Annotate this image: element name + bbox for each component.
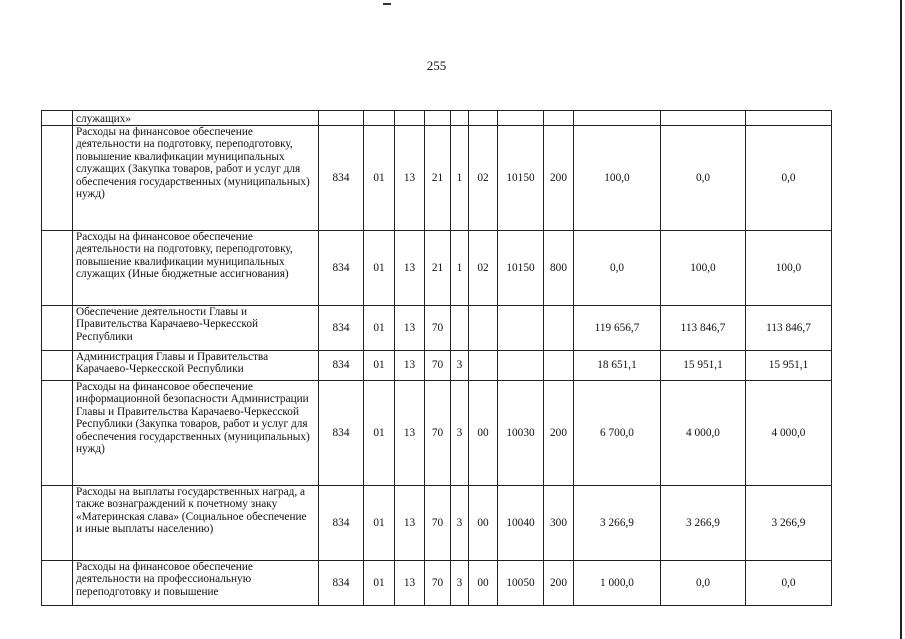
code-ministry: 834 — [319, 381, 364, 486]
code-subsection: 13 — [395, 381, 425, 486]
code-ministry: 834 — [319, 126, 364, 231]
table-cell-blank — [42, 111, 73, 126]
code-subsection: 13 — [395, 486, 425, 561]
code-section: 01 — [364, 351, 395, 381]
code-section: 01 — [364, 486, 395, 561]
code-direction — [498, 306, 544, 351]
code-direction: 10040 — [498, 486, 544, 561]
table-row — [42, 486, 832, 561]
code-event: 02 — [469, 231, 498, 306]
code-subsection: 13 — [395, 561, 425, 606]
code-direction: 10150 — [498, 126, 544, 231]
table-row — [42, 351, 832, 381]
amount-year-3: 0,0 — [746, 126, 832, 231]
amount-year-2: 100,0 — [661, 231, 746, 306]
row-name: Расходы на финансовое обеспечение деятельности на подготовку, переподготовку, повышение квалификации муниципальных служащих (Иные бюджетные ассигнования) — [73, 231, 319, 306]
code-direction — [498, 351, 544, 381]
table-row-continuation — [42, 111, 832, 126]
code-ministry: 834 — [319, 486, 364, 561]
table-cell-blank — [42, 351, 73, 381]
code-ministry: 834 — [319, 561, 364, 606]
scan-mark — [383, 3, 391, 5]
code-section: 01 — [364, 561, 395, 606]
code-subsection: 13 — [395, 126, 425, 231]
page-number: 255 — [426, 58, 447, 73]
amount-year-2: 0,0 — [661, 561, 746, 606]
amount-year-3: 100,0 — [746, 231, 832, 306]
amount-year-2: 15 951,1 — [661, 351, 746, 381]
code-section: 01 — [364, 126, 395, 231]
code-expense-type: 300 — [544, 486, 574, 561]
code-expense-type: 800 — [544, 231, 574, 306]
row-name: Расходы на выплаты государственных наград, а также вознаграждений к почетному знаку «Материнская слава» (Социальное обеспечение и иные выплаты населению) — [73, 486, 319, 561]
amount-year-2: 113 846,7 — [661, 306, 746, 351]
code-subprogram: 3 — [451, 561, 469, 606]
amount-year-2: 3 266,9 — [661, 486, 746, 561]
code-subprogram — [451, 306, 469, 351]
amount-year-1: 0,0 — [574, 231, 661, 306]
row-name: Расходы на финансовое обеспечение информационной безопасности Администрации Главы и Правительства Карачаево-Черкесской Республики (Закупка товаров, работ и услуг для обеспечения государственных (муниципальных) нужд) — [73, 381, 319, 486]
code-expense-type: 200 — [544, 381, 574, 486]
row-name: Расходы на финансовое обеспечение деятельности на подготовку, переподготовку, повышение квалификации муниципальных служащих (Закупка товаров, работ и услуг для обеспечения государственных (муниципальных) нужд) — [73, 126, 319, 231]
code-section: 01 — [364, 231, 395, 306]
amount-year-1: 100,0 — [574, 126, 661, 231]
amount-year-3: 15 951,1 — [746, 351, 832, 381]
table-cell-blank — [42, 231, 73, 306]
scan-page-edge — [900, 0, 902, 639]
amount-year-1: 6 700,0 — [574, 381, 661, 486]
amount-year-2: 0,0 — [661, 126, 746, 231]
code-subprogram: 1 — [451, 126, 469, 231]
code-event: 00 — [469, 561, 498, 606]
table-row — [42, 126, 832, 231]
code-direction: 10050 — [498, 561, 544, 606]
table-row — [42, 561, 832, 606]
code-expense-type: 200 — [544, 126, 574, 231]
code-subprogram: 3 — [451, 351, 469, 381]
code-expense-type: 200 — [544, 561, 574, 606]
code-ministry: 834 — [319, 306, 364, 351]
code-program: 21 — [425, 231, 451, 306]
table-cell-blank — [42, 126, 73, 231]
continuation-text: служащих» — [73, 111, 319, 126]
code-program: 70 — [425, 306, 451, 351]
table-cell-blank — [42, 381, 73, 486]
code-direction: 10150 — [498, 231, 544, 306]
amount-year-3: 113 846,7 — [746, 306, 832, 351]
code-direction: 10030 — [498, 381, 544, 486]
code-event: 00 — [469, 381, 498, 486]
row-name: Обеспечение деятельности Главы и Правительства Карачаево-Черкесской Республики — [73, 306, 319, 351]
table-row — [42, 381, 832, 486]
code-program: 21 — [425, 126, 451, 231]
amount-year-1: 3 266,9 — [574, 486, 661, 561]
table-row — [42, 306, 832, 351]
table-cell-blank — [42, 486, 73, 561]
code-subprogram: 3 — [451, 486, 469, 561]
code-section: 01 — [364, 381, 395, 486]
amount-year-1: 119 656,7 — [574, 306, 661, 351]
amount-year-3: 4 000,0 — [746, 381, 832, 486]
amount-year-2: 4 000,0 — [661, 381, 746, 486]
amount-year-3: 3 266,9 — [746, 486, 832, 561]
code-event — [469, 351, 498, 381]
code-subprogram: 3 — [451, 381, 469, 486]
table-cell-blank — [42, 561, 73, 606]
code-event — [469, 306, 498, 351]
code-section: 01 — [364, 306, 395, 351]
amount-year-1: 1 000,0 — [574, 561, 661, 606]
code-expense-type — [544, 306, 574, 351]
code-program: 70 — [425, 486, 451, 561]
code-event: 00 — [469, 486, 498, 561]
code-expense-type — [544, 351, 574, 381]
code-program: 70 — [425, 351, 451, 381]
code-subsection: 13 — [395, 306, 425, 351]
amount-year-3: 0,0 — [746, 561, 832, 606]
table-row — [42, 231, 832, 306]
code-subsection: 13 — [395, 351, 425, 381]
budget-table — [41, 110, 832, 606]
code-ministry: 834 — [319, 351, 364, 381]
code-ministry: 834 — [319, 231, 364, 306]
code-event: 02 — [469, 126, 498, 231]
code-subsection: 13 — [395, 231, 425, 306]
table-cell-blank — [42, 306, 73, 351]
code-program: 70 — [425, 381, 451, 486]
row-name: Администрация Главы и Правительства Карачаево-Черкесской Республики — [73, 351, 319, 381]
row-name: Расходы на финансовое обеспечение деятельности на профессиональную переподготовку и повышение — [73, 561, 319, 606]
amount-year-1: 18 651,1 — [574, 351, 661, 381]
code-program: 70 — [425, 561, 451, 606]
code-subprogram: 1 — [451, 231, 469, 306]
